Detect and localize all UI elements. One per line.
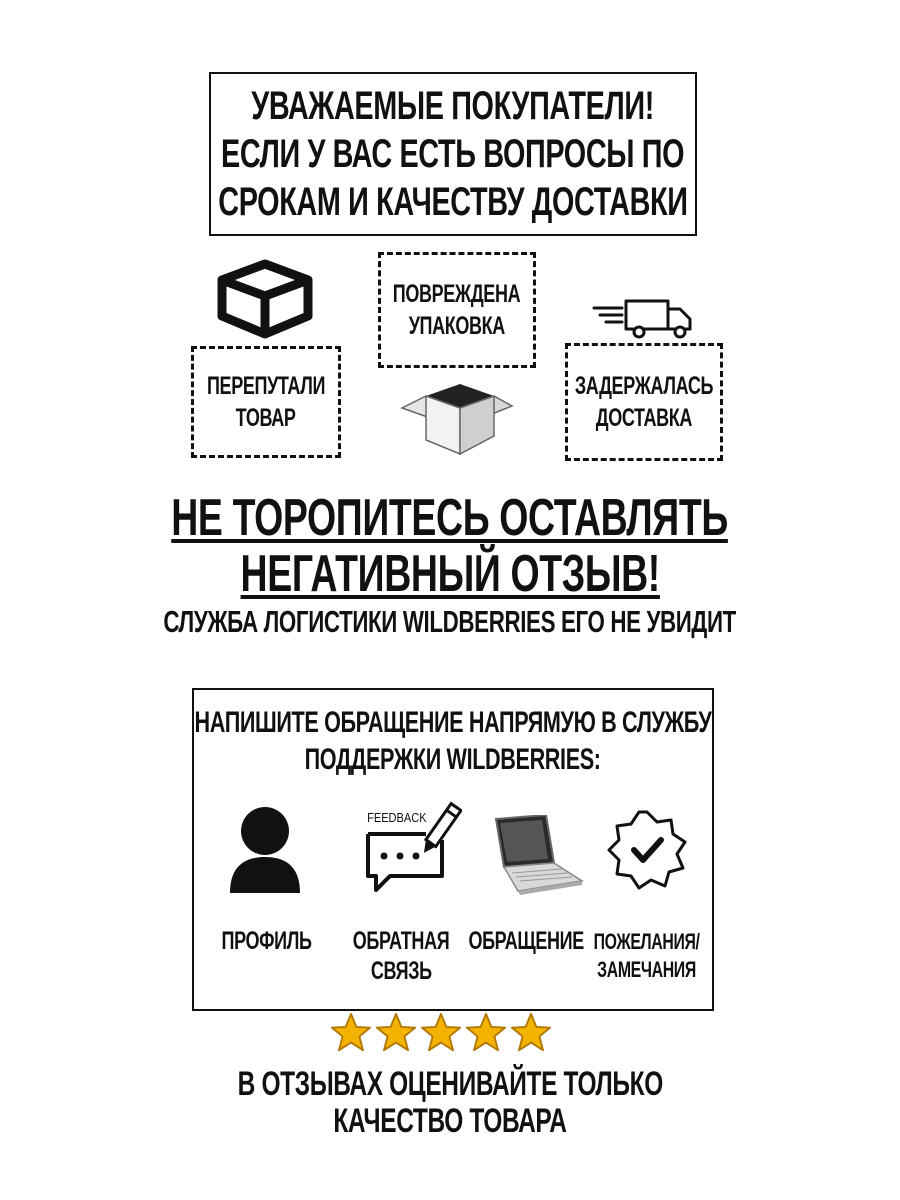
support-title-line-1: НАПИШИТЕ ОБРАЩЕНИЕ НАПРЯМУЮ В СЛУЖБУ <box>194 706 712 739</box>
option-label: ЗАМЕЧАНИЯ <box>597 957 697 982</box>
support-title-line-2: ПОДДЕРЖКИ WILDBERRIES: <box>304 743 602 776</box>
rating-stars <box>330 1012 552 1056</box>
bottom-note <box>0 1066 900 1140</box>
issue-label: ТОВАР <box>236 404 296 432</box>
issue-label: ПОВРЕЖДЕНА <box>393 280 521 308</box>
notice-line-3: СРОКАМ И КАЧЕСТВУ ДОСТАВКИ <box>218 180 688 224</box>
option-wishes-label <box>589 928 705 984</box>
option-label: ПОЖЕЛАНИЯ/ <box>594 929 700 954</box>
delivery-truck-icon <box>592 296 696 340</box>
option-label: СВЯЗЬ <box>370 957 432 985</box>
laptop-icon <box>476 815 586 895</box>
option-label: ОБРАЩЕНИЕ <box>468 927 584 955</box>
notice-line-2: ЕСЛИ У ВАС ЕСТЬ ВОПРОСЫ ПО <box>221 132 685 176</box>
sub-headline <box>0 604 900 640</box>
star-icon <box>375 1012 417 1054</box>
sub-headline-text: СЛУЖБА ЛОГИСТИКИ WILDBERRIES ЕГО НЕ УВИДИТ <box>163 604 737 639</box>
star-icon <box>510 1012 552 1054</box>
headline <box>0 490 900 602</box>
issue-label: ДОСТАВКА <box>595 404 693 432</box>
issue-damaged-packaging <box>378 252 536 368</box>
star-icon <box>465 1012 507 1054</box>
notice-box <box>209 72 697 236</box>
option-label: ПРОФИЛЬ <box>221 927 313 955</box>
issue-label: УПАКОВКА <box>408 312 506 340</box>
support-title <box>194 704 712 778</box>
bottom-note-line-2: КАЧЕСТВО ТОВАРА <box>333 1102 567 1140</box>
notice-line-1: УВАЖАЕМЫЕ ПОКУПАТЕЛИ! <box>251 84 655 128</box>
star-icon <box>330 1012 372 1054</box>
issue-label: ЗАДЕРЖАЛАСЬ <box>574 372 714 400</box>
option-request-label <box>466 926 586 956</box>
check-badge-icon <box>607 810 687 890</box>
star-icon <box>420 1012 462 1054</box>
issue-delayed-delivery <box>565 343 723 461</box>
support-box <box>192 688 714 1011</box>
option-label: ОБРАТНАЯ <box>352 927 450 955</box>
feedback-icon <box>362 800 462 900</box>
feedback-icon-text: FEEDBACK <box>367 810 427 826</box>
profile-icon <box>228 805 302 893</box>
option-feedback-label <box>346 926 456 986</box>
open-box-icon <box>398 378 516 458</box>
headline-line-2: НЕГАТИВНЫЙ ОТЗЫВ! <box>240 545 660 603</box>
box-outline-icon <box>216 258 314 340</box>
issue-label: ПЕРЕПУТАЛИ <box>206 372 326 400</box>
issue-mixed-up-goods <box>191 346 341 458</box>
bottom-note-line-1: В ОТЗЫВАХ ОЦЕНИВАЙТЕ ТОЛЬКО <box>237 1065 663 1103</box>
option-profile-label <box>222 926 312 956</box>
headline-line-1: НЕ ТОРОПИТЕСЬ ОСТАВЛЯТЬ <box>171 489 729 547</box>
